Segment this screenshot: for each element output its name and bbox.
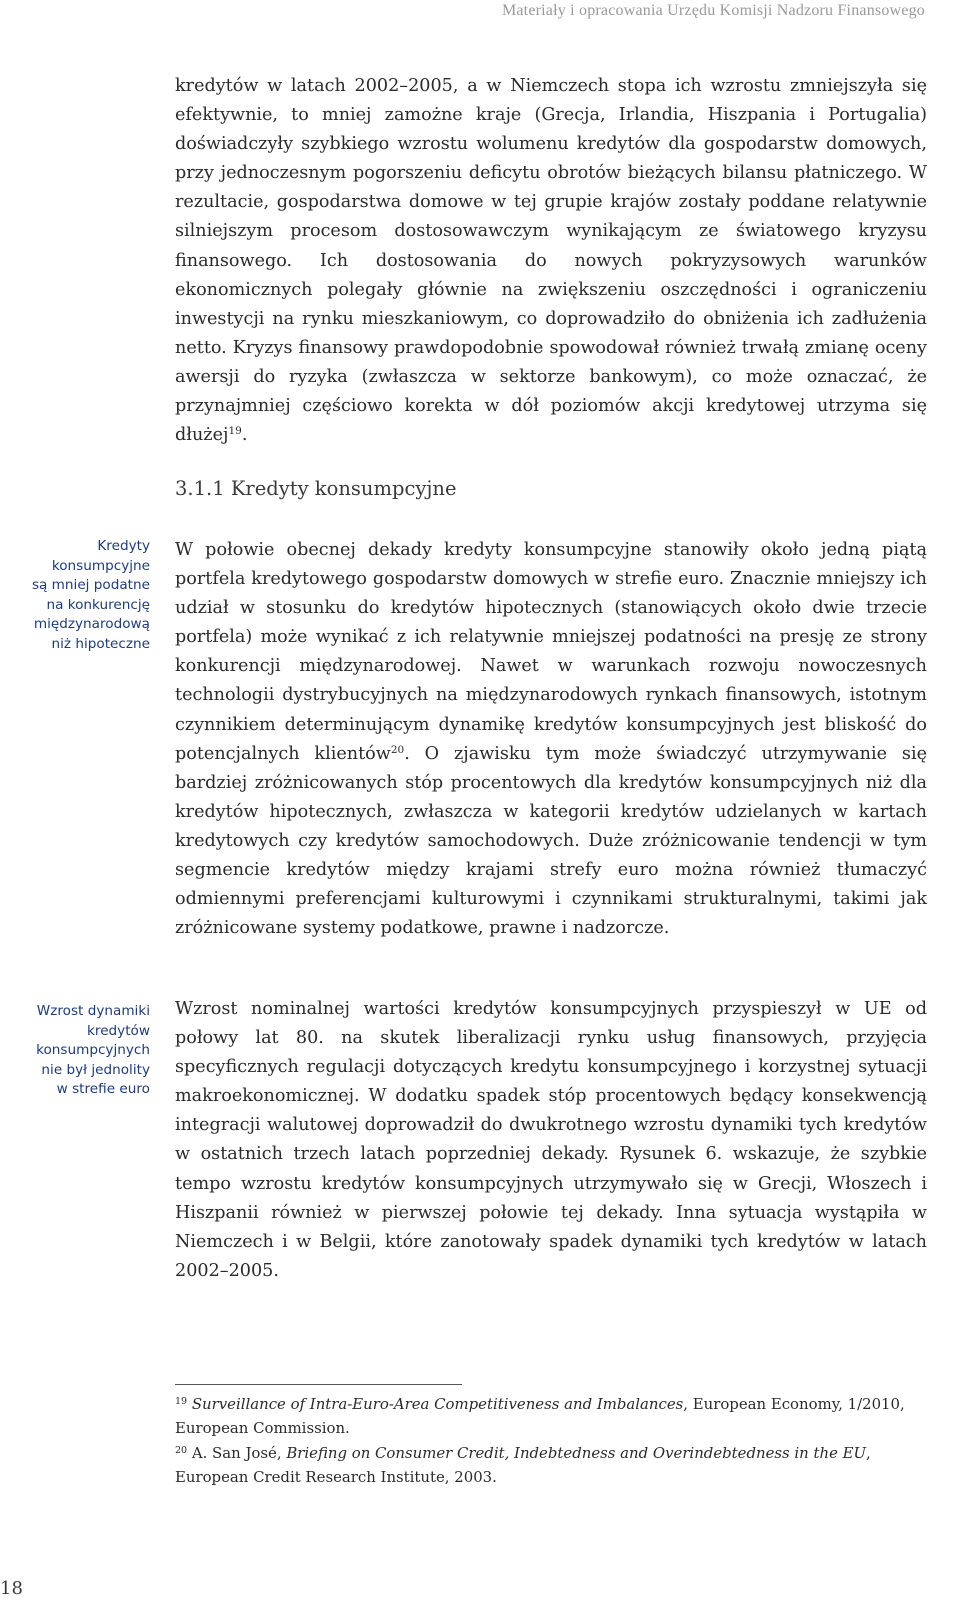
footnote-number: 20 [175,1445,188,1456]
paragraph-1-end: . [241,425,248,446]
margin-note-line: w strefie euro [56,1081,150,1098]
paragraph-3: Wzrost nominalnej wartości kredytów konsumpcyjnych przyspieszył w UE od połowy lat 80. na skutek liberalizacji rynku usług finansowych, przyjęcia specyficznych regulacji dotyczących kredytu konsumpcyjnego i korzystnej sytuacji makroekonomicznej. W dodatku spadek stóp procentowych będący konsekwencją integracji walutowej doprowadził do dwukrotnego wzrostu dynamiki tych kredytów w ostatnich trzech latach poprzedniej dekady. Rysunek 6. wskazuje, że szybkie tempo wzrostu kredytów konsumpcyjnych utrzymywało się w Grecji, Włoszech i Hiszpanii również w pierwszej połowie tej dekady. Inna sytuacja wystąpiła w Niemczech i w Belgii, które zanotowały spadek dynamiki tych kredytów w latach 2002–2005. [175,999,927,1281]
paragraph-2-text-after: . O zjawisku tym może świadczyć utrzymywanie się bardziej zróżnicowanych stóp procentowych dla kredytów konsumpcyjnych niż dla kredytów hipotecznych, zwłaszcza w kategorii kredytów udzielanych w kartach kredytowych czy kredytów samochodowych. Duże zróżnicowanie tendencji w tym segmencie kredytów między krajami strefy euro można również tłumaczyć odmiennymi preferencjami kulturowymi i czynnikami strukturalnymi, takimi jak zróżnicowane systemy podatkowe, prawne i nadzorcze. [175,743,928,939]
footnote-ref-20[interactable]: 20 [390,743,405,756]
margin-note-line: konsumpcyjnych [36,1042,150,1059]
margin-note-consumer-credit [5,537,150,655]
footnote-title: Surveillance of Intra-Euro-Area Competitiveness and Imbalances [191,1395,684,1413]
footnote-20 [175,1441,930,1490]
footnote-number: 19 [175,1396,188,1407]
footnote-divider [175,1384,462,1385]
margin-note-line: są mniej podatne [31,577,150,594]
page-number: 18 [0,1578,23,1599]
section-heading: 3.1.1 Kredyty konsumpcyjne [175,477,457,500]
paragraph-1-text: kredytów w latach 2002–2005, a w Niemczech stopa ich wzrostu zmniejszyła się efektywnie, to mniej zamożne kraje (Grecja, Irlandia, Hiszpania i Portugalia) doświadczyły szybkiego wzrostu wolumenu kredytów dla gospodarstw domowych, przy jednoczesnym pogorszeniu deficytu obrotów bieżących bilansu płatniczego. W rezultacie, gospodarstwa domowe w tej grupie krajów zostały poddane relatywnie silniejszym procesom dostosowawczym wynikającym ze światowego kryzysu finansowego. Ich dostosowania do nowych pokryzysowych warunków ekonomicznych polegały głównie na zwiększeniu oszczędności i ograniczeniu inwestycji na rynku mieszkaniowym, co doprowadziło do obniżenia ich zadłużenia netto. Kryzys finansowy prawdopodobnie spowodował również trwałą zmianę oceny awersji do ryzyka (zwłaszcza w sektorze bankowym), co może oznaczać, że przynajmniej częściowo korekta w dół poziomów akcji kredytowej utrzyma się dłużej [175,76,927,446]
footnote-source: , European Economy, 1/2010, European Commission. [175,1395,905,1438]
margin-note-line: konsumpcyjne [51,557,150,574]
paragraph-2-text: W połowie obecnej dekady kredyty konsumpcyjne stanowiły około jedną piątą portfela kredytowego gospodarstw domowych w strefie euro. Znacznie mniejszy ich udział w stosunku do kredytów hipotecznych (stanowiących około dwie trzecie portfela) może wynikać z ich relatywnie mniejszej podatności na presję ze strony konkurencji międzynarodowej. Nawet w warunkach rozwoju nowoczesnych technologii dystrybucyjnych na międzynarodowych rynkach finansowych, istotnym czynnikiem determinującym dynamikę kredytów konsumpcyjnych jest bliskość do potencjalnych klientów [175,540,927,764]
footnote-source: , European Credit Research Institute, 2003. [175,1444,871,1487]
margin-note-line: Kredyty [97,538,150,554]
margin-note-line: niż hipoteczne [51,635,150,652]
running-header: Materiały i opracowania Urzędu Komisji Nadzoru Finansowego [501,2,925,19]
margin-note-line: nie był jednolity [41,1061,150,1078]
margin-note-line: międzynarodową [33,616,150,633]
footnote-author: A. San José, [191,1444,287,1462]
paragraph-1 [175,72,927,450]
margin-note-line: na konkurencję [46,596,150,613]
footnote-title: Briefing on Consumer Credit, Indebtedness and Overindebtedness in the EU [286,1444,867,1462]
footnote-19 [175,1392,930,1441]
paragraph-2 [175,536,927,943]
footnote-ref-19[interactable]: 19 [228,425,242,438]
margin-note-line: kredytów [87,1022,150,1039]
margin-note-line: Wzrost dynamiki [36,1003,150,1019]
margin-note-growth-dynamics [5,1002,150,1100]
